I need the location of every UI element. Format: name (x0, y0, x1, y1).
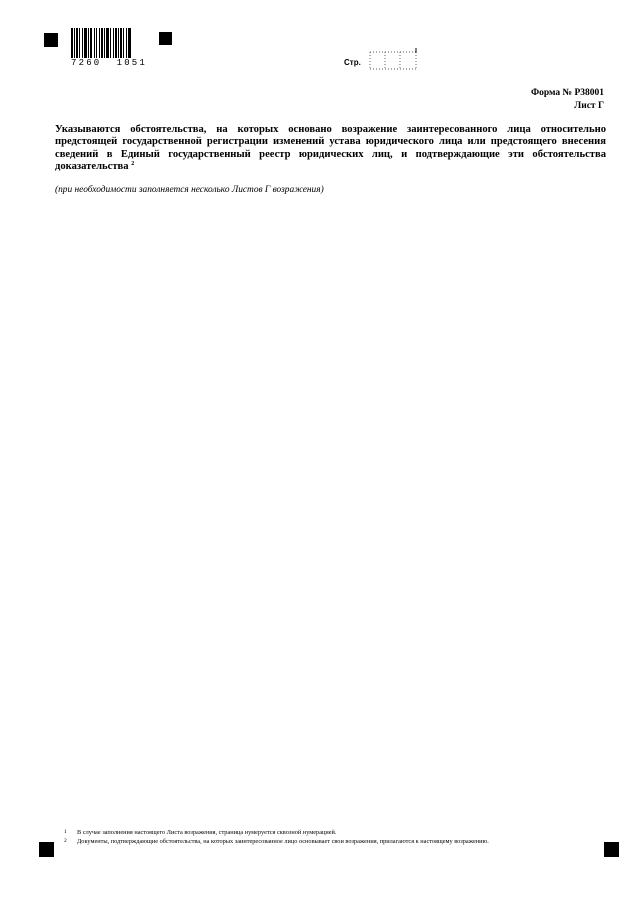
footnote-1 (64, 829, 584, 837)
footnote-1-number: 1 (64, 829, 67, 835)
footnote-2-number: 2 (64, 838, 67, 845)
footnote-2-text: Документы, подтверждающие обстоятельства, на которых заинтересованное лицо основывает свои возражения, прилагаются к настоящему возражению. (77, 838, 489, 846)
main-instruction (55, 124, 606, 173)
registration-marker-bottom-left (39, 842, 54, 857)
sheet-label: Лист Г (574, 101, 604, 111)
fill-note: (при необходимости заполняется несколько Листов Г возражения) (55, 185, 324, 195)
page-number-cells[interactable] (364, 47, 420, 73)
footnote-1-text: В случае заполнения настоящего Листа возражения, страница нумеруется сквозной нумерацией. (77, 829, 337, 836)
barcode-number: 7260 1051 (71, 58, 148, 68)
registration-marker-top-right (159, 32, 172, 45)
main-instruction-text: Указываются обстоятельства, на которых основано возражение заинтересованного лица относительно предстоящей государственной регистрации изменений устава юридического лица или предстоящего внесения сведений в Единый государственный реестр юридических лиц, и подтверждающие эти обстоятельства доказательства (55, 124, 606, 172)
registration-marker-top-left (44, 33, 58, 47)
page-number-label: Стр. (344, 58, 361, 67)
footnote-2 (64, 838, 584, 846)
footnotes (64, 829, 584, 848)
barcode (71, 28, 151, 58)
main-instruction-footnote-ref: 2 (131, 160, 135, 167)
form-number: Форма № Р38001 (530, 88, 604, 98)
registration-marker-bottom-right (604, 842, 619, 857)
